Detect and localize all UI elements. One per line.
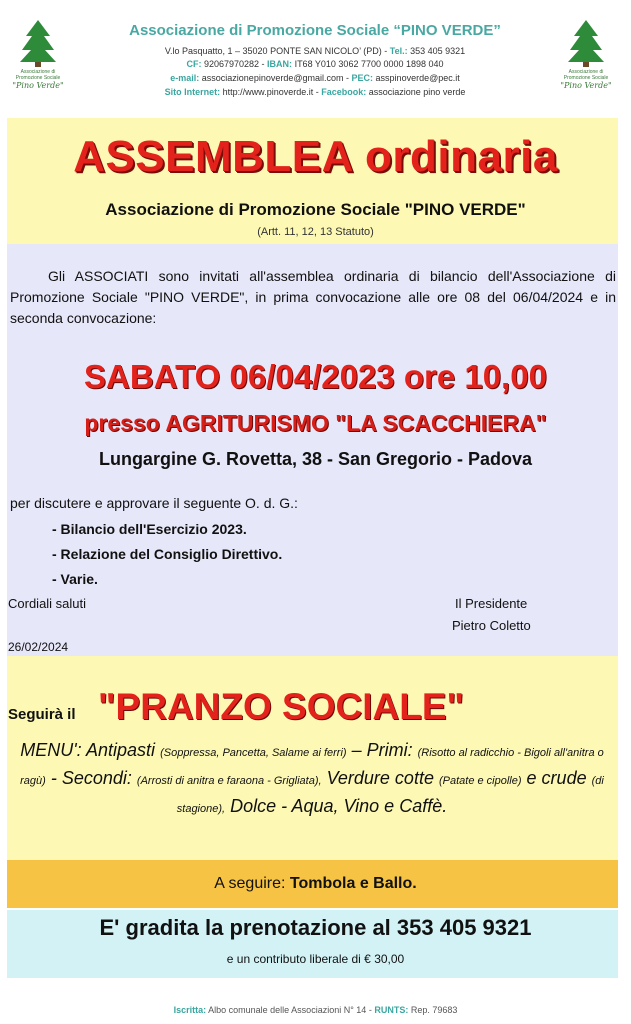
pine-tree-icon	[566, 18, 606, 68]
letterhead	[0, 0, 631, 110]
event-address: Lungargine G. Rovetta, 38 - San Gregorio - Padova	[98, 449, 533, 469]
lunch-intro: Seguirà il	[8, 706, 76, 723]
subtitle: Associazione di Promozione Sociale "PINO VERDE"	[105, 200, 526, 219]
statute-articles: (Artt. 11, 12, 13 Statuto)	[257, 226, 374, 238]
president-name: Pietro Coletto	[452, 618, 531, 633]
logo-text: Associazione di Promozione Sociale	[563, 69, 609, 81]
agenda-item: - Relazione del Consiglio Direttivo.	[52, 546, 283, 562]
pine-tree-icon	[18, 18, 58, 68]
event-venue: presso AGRITURISMO "LA SCACCHIERA"	[84, 410, 547, 436]
page-title: ASSEMBLEA ordinaria	[73, 132, 558, 181]
menu-text: MENU': Antipasti (Soppressa, Pancetta, Salame ai ferri) – Primi: (Risotto al radicchio - Bigoli all'anitra o ragù) - Secondi: (Arrosti di anitra e faraona - Grigliata), Verdure cotte (Patate e cipolle) e crude (di stagione), Dolce - Aqua, Vino e Caffè.	[20, 740, 604, 816]
website-link[interactable]: http://www.pinoverde.it -	[222, 87, 319, 97]
footer: Iscritta: Albo comunale delle Associazioni N° 14 - RUNTS: Rep. 79683	[173, 1005, 458, 1015]
lunch-title: "PRANZO SOCIALE"	[98, 686, 465, 727]
fiscal-line: CF: 92067970282 - IBAN: IT68 Y010 3062 7700 0000 1898 040	[186, 59, 444, 69]
logo-text: Associazione di Promozione Sociale	[15, 69, 61, 81]
greeting: Cordiali saluti	[8, 596, 87, 611]
agenda-item: - Bilancio dell'Esercizio 2023.	[52, 521, 247, 537]
president-label: Il Presidente	[455, 596, 528, 611]
org-title: Associazione di Promozione Sociale “PINO VERDE”	[129, 22, 501, 39]
logo-name: "Pino Verde"	[12, 81, 64, 90]
document-date: 26/02/2024	[8, 640, 69, 654]
agenda-item: - Varie.	[52, 571, 98, 587]
booking-text: E' gradita la prenotazione al 353 405 9321	[99, 915, 532, 940]
logo-left	[8, 18, 68, 98]
event-datetime: SABATO 06/04/2023 ore 10,00	[84, 358, 547, 395]
logo-name: "Pino Verde"	[560, 81, 612, 90]
pec-link[interactable]: asspinoverde@pec.it	[375, 73, 460, 83]
email-link[interactable]: associazionepinoverde@gmail.com -	[201, 73, 349, 83]
facebook-link[interactable]: associazione pino verde	[368, 87, 466, 97]
web-line: Sito Internet: http://www.pinoverde.it - Facebook: associazione pino verde	[164, 87, 466, 97]
email-line: e-mail: associazionepinoverde@gmail.com - PEC: asspinoverde@pec.it	[170, 73, 460, 83]
address-line: V.lo Pasquatto, 1 – 35020 PONTE SAN NICOLO’ (PD) - Tel.: 353 405 9321	[164, 46, 466, 56]
logo-right	[556, 18, 616, 98]
contribution-text: e un contributo liberale di € 30,00	[226, 952, 405, 966]
after-event: A seguire: Tombola e Ballo.	[214, 875, 417, 892]
invite-paragraph: Gli ASSOCIATI sono invitati all'assemblea ordinaria di bilancio dell'Associazione di Promozione Sociale "PINO VERDE", in prima convocazione alle ore 08 del 06/04/2024 e in seconda convocazione:	[10, 268, 616, 326]
agenda-intro: per discutere e approvare il seguente O. d. G.:	[10, 495, 298, 511]
